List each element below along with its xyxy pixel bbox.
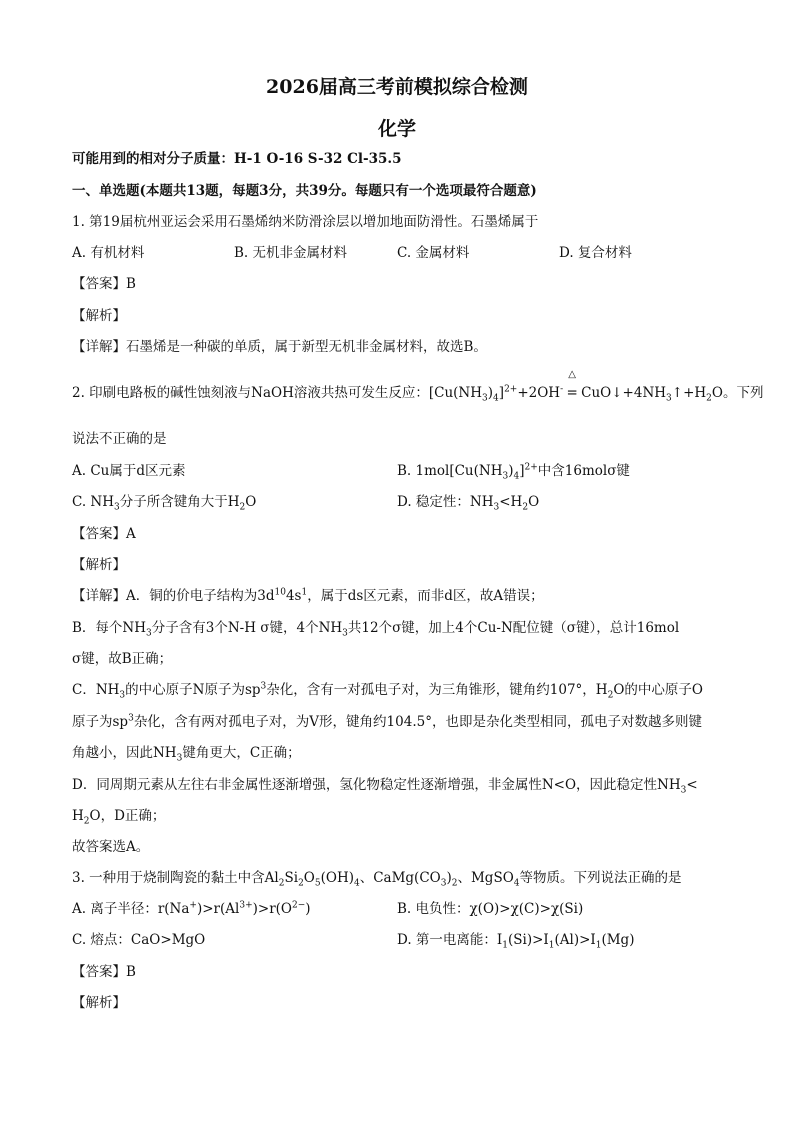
q2-option-b: B. $1mol[Cu(NH_3)_4]^{2+}$中含16molσ键 — [397, 462, 630, 482]
q3-option-a: A. 离子半径：$r(Na^+)>r(Al^{3+})>r(O^{2-})$ — [72, 900, 311, 917]
q3-answer: 【答案】B — [72, 964, 136, 980]
section-heading: 一、单选题(本题共13题，每题3分，共39分。每题只有一个选项最符合题意) — [72, 183, 537, 199]
q1-option-c: C. 金属材料 — [397, 245, 470, 261]
q2-detail-d1: D．同周期元素从左往右非金属性逐渐增强，氢化物稳定性逐渐增强，非金属性N<O，因此稳定性$NH_3<$ — [72, 777, 698, 796]
q2-detail-a: 【详解】A．铜的价电子结构为$3d^{10}4s^1$，属于ds区元素，而非d区，故A错误； — [72, 587, 544, 604]
q2-detail-d2: $H_2O$，D正确； — [72, 808, 166, 827]
q1-analysis: 【解析】 — [72, 308, 126, 324]
q3-option-d: D. 第一电离能：$I_1(Si)>I_1(Al)>I_1(Mg)$ — [397, 932, 635, 951]
q3-analysis: 【解析】 — [72, 995, 126, 1011]
q3-option-c: C. 熔点：CaO>MgO — [72, 932, 206, 948]
q1-stem: 1. 第19届杭州亚运会采用石墨烯纳米防滑涂层以增加地面防滑性。石墨烯属于 — [72, 214, 539, 230]
q1-option-a: A. 有机材料 — [72, 245, 145, 261]
q2-stem-line2: 说法不正确的是 — [72, 431, 167, 447]
exam-title: 2026届高三考前模拟综合检测 — [266, 76, 528, 98]
relative-mass-line: 可能用到的相对分子质量：H-1 O-16 S-32 Cl-35.5 — [72, 151, 402, 167]
q2-detail-c2: 原子为$sp^3$杂化，含有两对孤电子对，为V形，键角约104.5°，也即是杂化类型相同，孤电子对数越多则键 — [72, 713, 702, 730]
q3-option-b: B. 电负性：χ(O)>χ(C)>χ(Si) — [397, 901, 584, 917]
q2-option-c: C. $NH_3$分子所含键角大于$H_2O$ — [72, 494, 257, 513]
q2-option-a: A. Cu属于d区元素 — [72, 463, 186, 479]
q2-detail-b1: B．每个$NH_3$分子含有3个N-H σ键，4个$NH_3$共12个σ键，加上4个Cu-N配位键（σ键），总计16mol — [72, 620, 680, 639]
q2-analysis: 【解析】 — [72, 557, 126, 573]
q2-detail-c3: 角越小，因此$NH_3$键角更大，C正确； — [72, 745, 301, 764]
q1-option-b: B. 无机非金属材料 — [234, 245, 348, 261]
q2-detail-c1: C．$NH_3$的中心原子N原子为$sp^3$杂化，含有一对孤电子对，为三角锥形，键角约107°，$H_2O$的中心原子O — [72, 681, 703, 701]
q2-answer: 【答案】A — [72, 526, 136, 542]
q2-option-d: D. 稳定性：$NH_3<H_2O$ — [397, 494, 540, 513]
q1-option-d: D. 复合材料 — [559, 245, 632, 261]
q2-conclusion: 故答案选A。 — [72, 839, 150, 855]
heating-symbol: △ = — [566, 369, 578, 401]
q1-answer: 【答案】B — [72, 276, 136, 292]
q3-stem: 3. 一种用于烧制陶瓷的黏土中含$Al_2Si_2O_5(OH)_4$、$CaMg(CO_3)_2$、MgSO$_4$等物质。下列说法正确的是 — [72, 870, 682, 889]
q2-stem: 2. 印刷电路板的碱性蚀刻液与NaOH溶液共热可发生反应：$[Cu(NH_3)_4]^{2+}+2OH^-$ △ = $CuO↓+4NH_3↑+H_2O$。下列 — [72, 369, 764, 404]
subject-title: 化学 — [377, 118, 416, 140]
q2-detail-b2: σ键，故B正确； — [72, 651, 173, 667]
q1-detail: 【详解】石墨烯是一种碳的单质，属于新型无机非金属材料，故选B。 — [72, 339, 487, 355]
